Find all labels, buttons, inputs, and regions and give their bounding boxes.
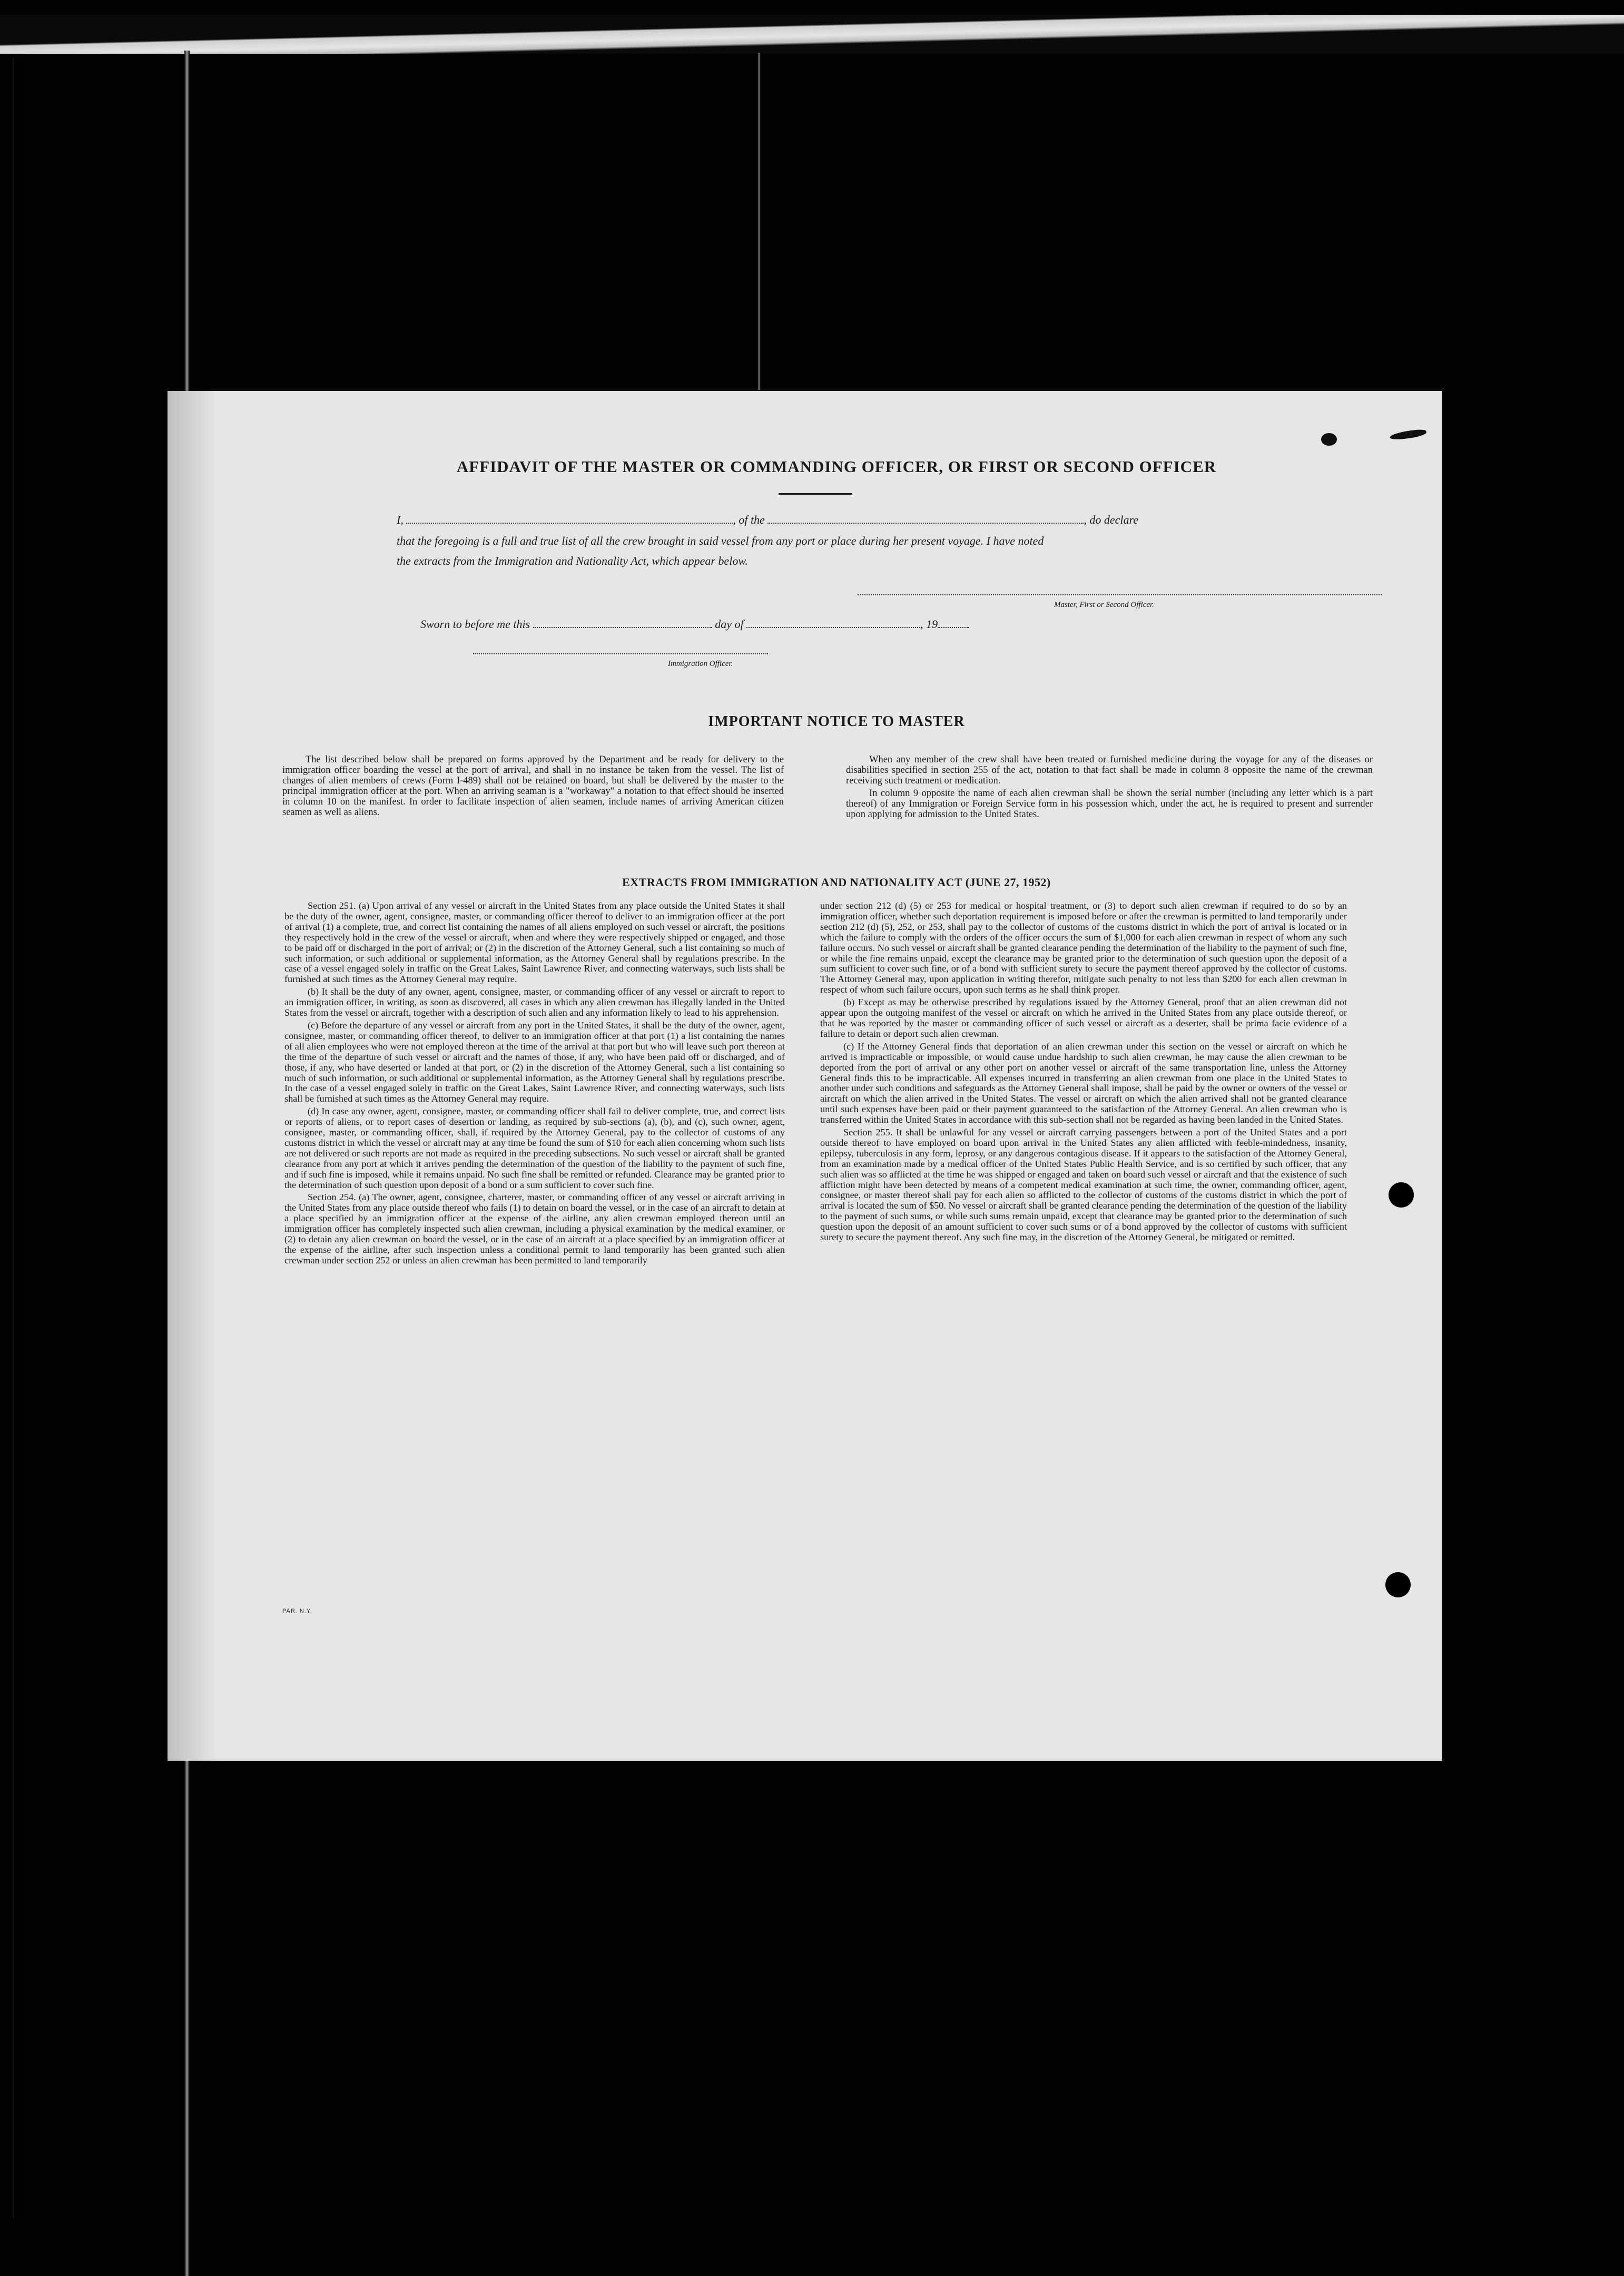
affidavit-i: I, (397, 513, 403, 526)
paragraph: When any member of the crew shall have been treated or furnished medicine during the voyage for any of the diseases or disabilities specified in section 255 of the act, notation to that fact shall be made in column 8 opposite the name of the crewman receiving such treatment or medication. (846, 754, 1373, 786)
immigration-officer-signature-line[interactable] (473, 653, 768, 654)
paragraph: Section 255. It shall be unlawful for any vessel or aircraft carrying passengers between a port of the United States and a port outside thereof to have employed on board upon arrival in the United States any alien afflicted with feeble-mindedness, insanity, epilepsy, tuberculosis in any form, leprosy, or any dangerous contagious disease. If it appears to the satisfaction of the Attorney General, from an examination made by a medical officer of the United States Public Health Service, and is so certified by such officer, that any such alien was so afflicted at the time he was shipped or engaged and taken on board such vessel or aircraft and that the existence of such affliction might have been detected by means of a competent medical examination at such time, the owner, commanding officer, agent, consignee, or master thereof shall pay for each alien so afflicted to the collector of customs of the customs district in which the port of arrival is located the sum of $50. No vessel or aircraft shall be granted clearance pending the determination of the question of the liability to the payment of such sums, or while such sums remain unpaid, except that clearance may be granted prior to the determination of such question upon the deposit of an amount sufficient to cover such sums or of a bond approved by the collector of customs with sufficient surety to secure the payment thereof. Any such fine may, in the discretion of the Attorney General, be mitigated or remitted. (820, 1127, 1347, 1243)
paragraph: Section 251. (a) Upon arrival of any vessel or aircraft in the United States from any place outside the United States it shall be the duty of the owner, agent, consignee, master, or commanding officer thereof to deliver to an immigration officer at the port of arrival (1) a complete, true, and correct list containing the names of all aliens employed on such vessel or aircraft, the positions they respectively hold in the crew of the vessel or aircraft, when and where they were respectively shipped or engaged, and those to be paid off or discharged in the port of arrival; or (2) in the discretion of the Attorney General, such a list containing so much of such information, or such additional or supplemental information, as the Attorney General shall by regulations prescribe. In the case of a vessel engaged solely in traffic on the Great Lakes, Saint Lawrence River, and connecting waterways, such lists shall be furnished at such times as the Attorney General may require. (284, 900, 785, 985)
paragraph: (b) It shall be the duty of any owner, agent, consignee, master, or commanding officer of any vessel or aircraft to report to an immigration officer, in writing, as soon as discovered, all cases in which any alien crewman has illegally landed in the United States from the vessel or aircraft, together with a description of such alien and any information likely to lead to his apprehension. (284, 986, 785, 1018)
extracts-right-column (820, 901, 1347, 1243)
notice-left-column (282, 754, 784, 818)
ink-blot (1389, 428, 1426, 441)
film-streak (757, 53, 761, 390)
page-shading (168, 391, 218, 1761)
day-blank[interactable] (533, 620, 712, 628)
sworn-year: , 19 (920, 617, 938, 631)
title-rule (779, 493, 852, 495)
extracts-title: EXTRACTS FROM IMMIGRATION AND NATIONALITY ACT (JUNE 27, 1952) (622, 876, 1051, 889)
printer-code: PAR. N.Y. (282, 1608, 312, 1614)
master-signature-caption: Master, First or Second Officer. (1054, 601, 1154, 609)
sworn-prefix: Sworn to before me this (420, 617, 530, 631)
film-streak (13, 58, 14, 2218)
paragraph: (c) Before the departure of any vessel or aircraft from any port in the United States, it shall be the duty of the owner, agent, consignee, master, or commanding officer thereof, to deliver to an immigration officer at that port (1) a list containing the names of all alien employees who were not employed thereon at the time of the arrival at that port but who will leave such port thereon at the time of the departure of such vessel or aircraft and the names of those, if any, who have been paid off or discharged, and of those, if any, who have deserted or landed at that port, or (2) in the discretion of the Attorney General, such a list containing so much of such information, or such additional or supplemental information, as the Attorney General shall by regulations prescribe. In the case of a vessel engaged solely in traffic on the Great Lakes, Saint Lawrence River, and connecting waterways, such lists shall be furnished at such times as the Attorney General may require. (284, 1019, 785, 1104)
ink-blot (1321, 433, 1337, 446)
punch-hole (1385, 1572, 1411, 1597)
month-blank[interactable] (746, 620, 920, 628)
affidavit-declaration-line (397, 513, 1382, 527)
affidavit-text-line: that the foregoing is a full and true list of all the crew brought in said vessel from any port or place during her present voyage. I have noted (397, 534, 1044, 547)
notice-title: IMPORTANT NOTICE TO MASTER (708, 713, 965, 730)
name-blank[interactable] (406, 515, 733, 524)
paragraph: (d) In case any owner, agent, consignee, master, or commanding officer shall fail to deliver complete, true, and correct lists or reports of aliens, or to report cases of desertion or landing, as required by sub-sections (a), (b), and (c), such owner, agent, consignee, master, or commanding officer, shall, if required by the Attorney General, pay to the collector of customs of any customs district in which the vessel or aircraft may at any time be found the sum of $10 for each alien concerning whom such lists are not delivered or such reports are not made as required in the preceding subsections. No such vessel or aircraft shall be granted clearance from any port at which it arrives pending the determination of the question of the liability to the payment of such fine, and if such fine is imposed, while it remains unpaid. No such fine shall be remitted or refunded. Clearance may be granted prior to the determination of such question upon deposit of a bond or a sum sufficient to cover such fine. (284, 1106, 785, 1190)
paragraph: Section 254. (a) The owner, agent, consignee, charterer, master, or commanding officer of any vessel or aircraft arriving in the United States from any place outside thereof who fails (1) to detain on board the vessel, or in the case of an aircraft to detain at a place specified by an immigration officer at the expense of the airline, any alien crewman employed thereon until an immigration officer has completely inspected such alien crewman, including a physical examination by the medical examiner, or (2) to detain any alien crewman on board the vessel, or in the case of an aircraft at a place specified by an immigration officer at the expense of the airline, after such inspection unless a conditional permit to land temporarily has been granted such alien crewman under section 252 or unless an alien crewman has been permitted to land temporarily (284, 1192, 785, 1265)
paragraph: The list described below shall be prepared on forms approved by the Department and be ready for delivery to the immigration officer boarding the vessel at the port of arrival, and shall in no instance be taken from the vessel. The list of changes of alien members of crews (Form I-489) shall not be retained on board, but shall be delivered by the master to the principal immigration officer at the port. When an arriving seaman is a "workaway" a notation to that effect should be inserted in column 10 on the manifest. In order to facilitate inspection of alien seamen, include names of arriving American citizen seamen as well as aliens. (282, 754, 784, 818)
paragraph: In column 9 opposite the name of each alien crewman shall be shown the serial number (including any letter which is a part thereof) of any Immigration or Foreign Service form in his possession which, under the act, he is required to present and surrender upon applying for admission to the United States. (846, 788, 1373, 820)
immigration-officer-caption: Immigration Officer. (668, 660, 733, 668)
extracts-left-column (284, 901, 785, 1266)
vessel-blank[interactable] (767, 515, 1084, 524)
document-page (168, 391, 1442, 1761)
year-blank[interactable] (938, 620, 969, 628)
affidavit-of-the: , of the (733, 513, 765, 526)
affidavit-title: AFFIDAVIT OF THE MASTER OR COMMANDING OFFICER, OR FIRST OR SECOND OFFICER (456, 457, 1217, 476)
punch-hole (1389, 1182, 1414, 1208)
affidavit-text-line: the extracts from the Immigration and Nationality Act, which appear below. (397, 554, 748, 567)
paragraph: under section 212 (d) (5) or 253 for medical or hospital treatment, or (3) to deport such alien crewman if required to do so by an immigration officer, whether such deportation requirement is imposed before or after the crewman is permitted to land temporarily under section 212 (d) (5), 252, or 253, shall pay to the collector of customs of the customs district in which the port of arrival is located or in which the failure to comply with the orders of the officer occurs the sum of $1,000 for each alien crewman in respect of whom any such failure occurs. No such vessel or aircraft shall be granted clearance pending the determination of the liability to the payment of such fine, or while the fine remains unpaid, except the clearance may be granted prior to the determination of such question upon the deposit of a sum sufficient to cover such fine, or of a bond with sufficient surety to secure the payment thereof approved by the collector of customs. The Attorney General may, upon application in writing therefor, mitigate such penalty to not less than $200 for each alien crewman in respect of whom such failure occurs, upon such terms as he shall think proper. (820, 900, 1347, 995)
paragraph: (b) Except as may be otherwise prescribed by regulations issued by the Attorney General, proof that an alien crewman did not appear upon the outgoing manifest of the vessel or aircraft on which he arrived in the United States from any place outside thereof, or that he was reported by the master or commanding officer of such vessel or aircraft as a deserter, shall be prima facie evidence of a failure to detain or deport such alien crewman. (820, 997, 1347, 1039)
scanner-edge-artifact (0, 15, 1624, 54)
sworn-day-of: day of (715, 617, 744, 631)
notice-right-column (846, 754, 1373, 820)
sworn-line (420, 617, 969, 631)
affidavit-declare: , do declare (1084, 513, 1138, 526)
paragraph: (c) If the Attorney General finds that deportation of an alien crewman under this section on the vessel or aircraft on which he arrived is impracticable or impossible, or would cause undue hardship to such alien crewman, he may cause the alien crewman to be deported from the port of arrival or any other port on another vessel or aircraft of the same transportation line, unless the Attorney General finds this to be impracticable. All expenses incurred in transferring an alien crewman from one place in the United States to another under such conditions and safeguards as the Attorney General shall impose, shall be paid by the owner or owners of the vessel or aircraft on which the alien arrived in the United States. The vessel or aircraft on which the alien arrived shall not be granted clearance until such expenses have been paid or their payment guaranteed to the satisfaction of the Attorney General. An alien crewman who is transferred within the United States in accordance with this sub-section shall not be regarded as having been landed in the United States. (820, 1041, 1347, 1125)
master-signature-line[interactable] (858, 594, 1382, 595)
